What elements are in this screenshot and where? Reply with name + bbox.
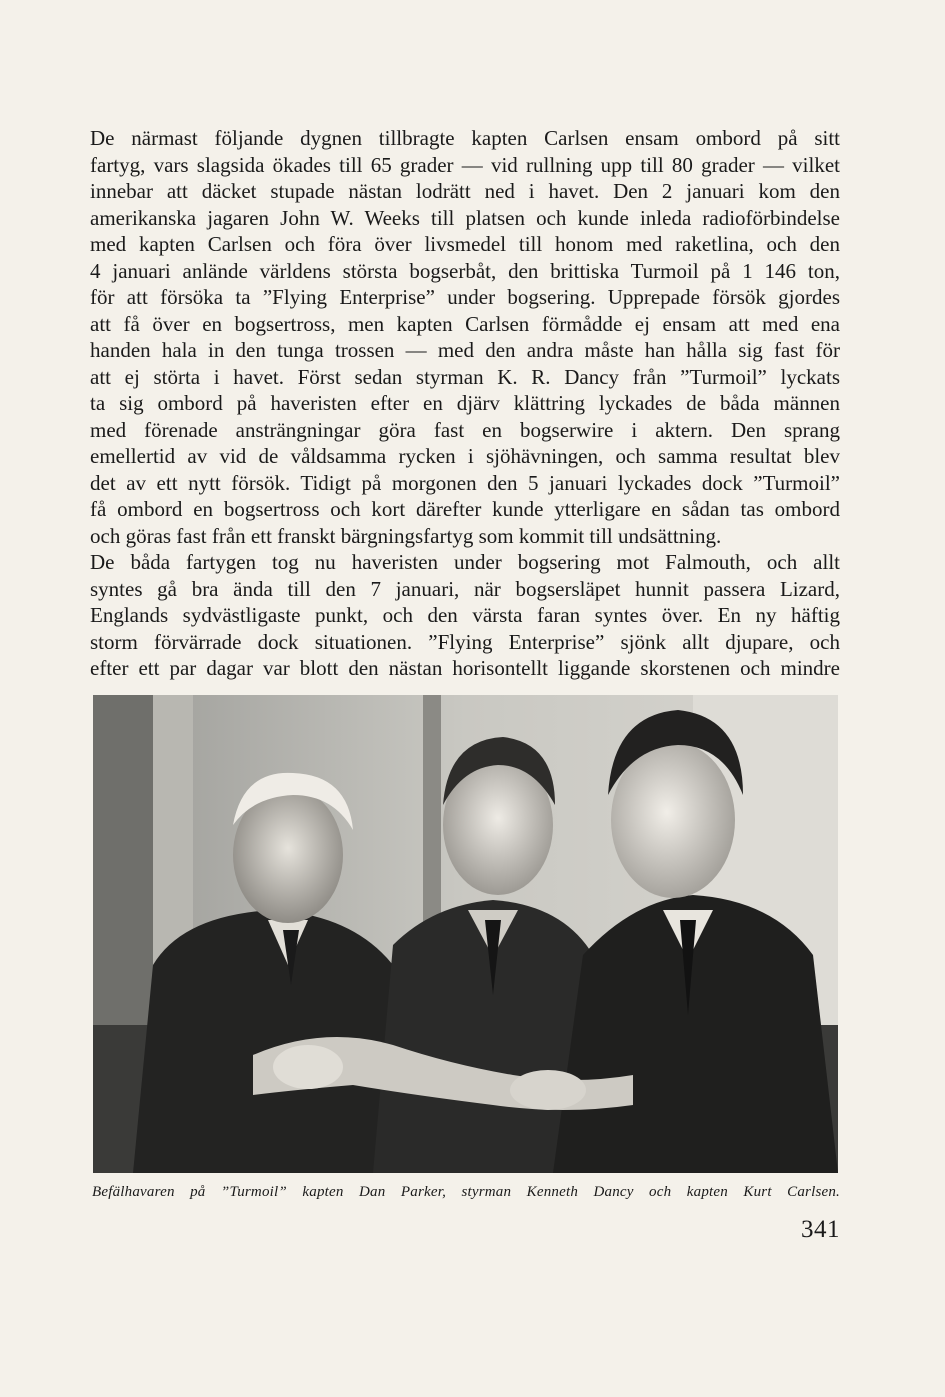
photograph	[93, 695, 838, 1173]
text-line: De närmast följande dygnen tillbragte kapten Carlsen ensam ombord på sitt	[90, 126, 840, 150]
text-line: det av ett nytt försök. Tidigt på morgonen den 5 januari lyckades dock ”Turmoil”	[90, 470, 840, 495]
text-line: 4 januari anlände världens största bogserbåt, den brittiska Turmoil på 1 146 ton,	[90, 258, 840, 283]
page-number: 341	[801, 1216, 840, 1243]
text-line: fartyg, vars slagsida ökades till 65 grader — vid rullning upp till 80 grader — vilket	[90, 152, 840, 177]
text-line: för att försöka ta ”Flying Enterprise” under bogsering. Upprepade försök gjordes	[90, 285, 840, 309]
text-line: att ej störta i havet. Först sedan styrman K. R. Dancy från ”Turmoil” lyckats	[90, 364, 840, 389]
text-line: efter ett par dagar var blott den nästan horisontellt liggande skorstenen och mindre	[90, 656, 840, 680]
text-line: De båda fartygen tog nu haveristen under bogsering mot Falmouth, och allt	[90, 550, 840, 574]
text-line: att få över en bogsertross, men kapten Carlsen förmådde ej ensam att med ena	[90, 311, 840, 336]
text-line: få ombord en bogsertross och kort därefter kunde ytterligare en sådan tas ombord	[90, 497, 840, 521]
text-line: ta sig ombord på haveristen efter en djärv klättring lyckades de båda männen	[90, 391, 840, 415]
text-line: handen hala in den tunga trossen — med den andra måste han hålla sig fast för	[90, 338, 840, 362]
text-line: med kapten Carlsen och föra över livsmedel till honom med raketlina, och den	[90, 232, 840, 256]
text-line: syntes gå bra ända till den 7 januari, när bogsersläpet hunnit passera Lizard,	[90, 576, 840, 601]
text-line: emellertid av vid de våldsamma rycken i sjöhävningen, och samma resultat blev	[90, 444, 840, 468]
text-line: amerikanska jagaren John W. Weeks till platsen och kunde inleda radioförbindelse	[90, 205, 840, 230]
photo-caption: Befälhavaren på ”Turmoil” kapten Dan Parker, styrman Kenneth Dancy och kapten Kurt Carlsen.	[92, 1184, 840, 1200]
text-line: och göras fast från ett franskt bärgningsfartyg som kommit till undsättning.	[90, 523, 722, 548]
text-line: storm förvärrade dock situationen. ”Flying Enterprise” sjönk allt djupare, och	[90, 629, 840, 654]
text-line: innebar att däcket stupade nästan lodrätt ned i havet. Den 2 januari kom den	[90, 179, 840, 203]
text-line: Englands sydvästligaste punkt, och den värsta faran syntes över. En ny häftig	[90, 603, 840, 627]
text-line: med förenade ansträngningar göra fast en bogserwire i aktern. Den sprang	[90, 417, 840, 442]
photograph-image	[93, 695, 838, 1173]
body-text	[90, 125, 840, 682]
